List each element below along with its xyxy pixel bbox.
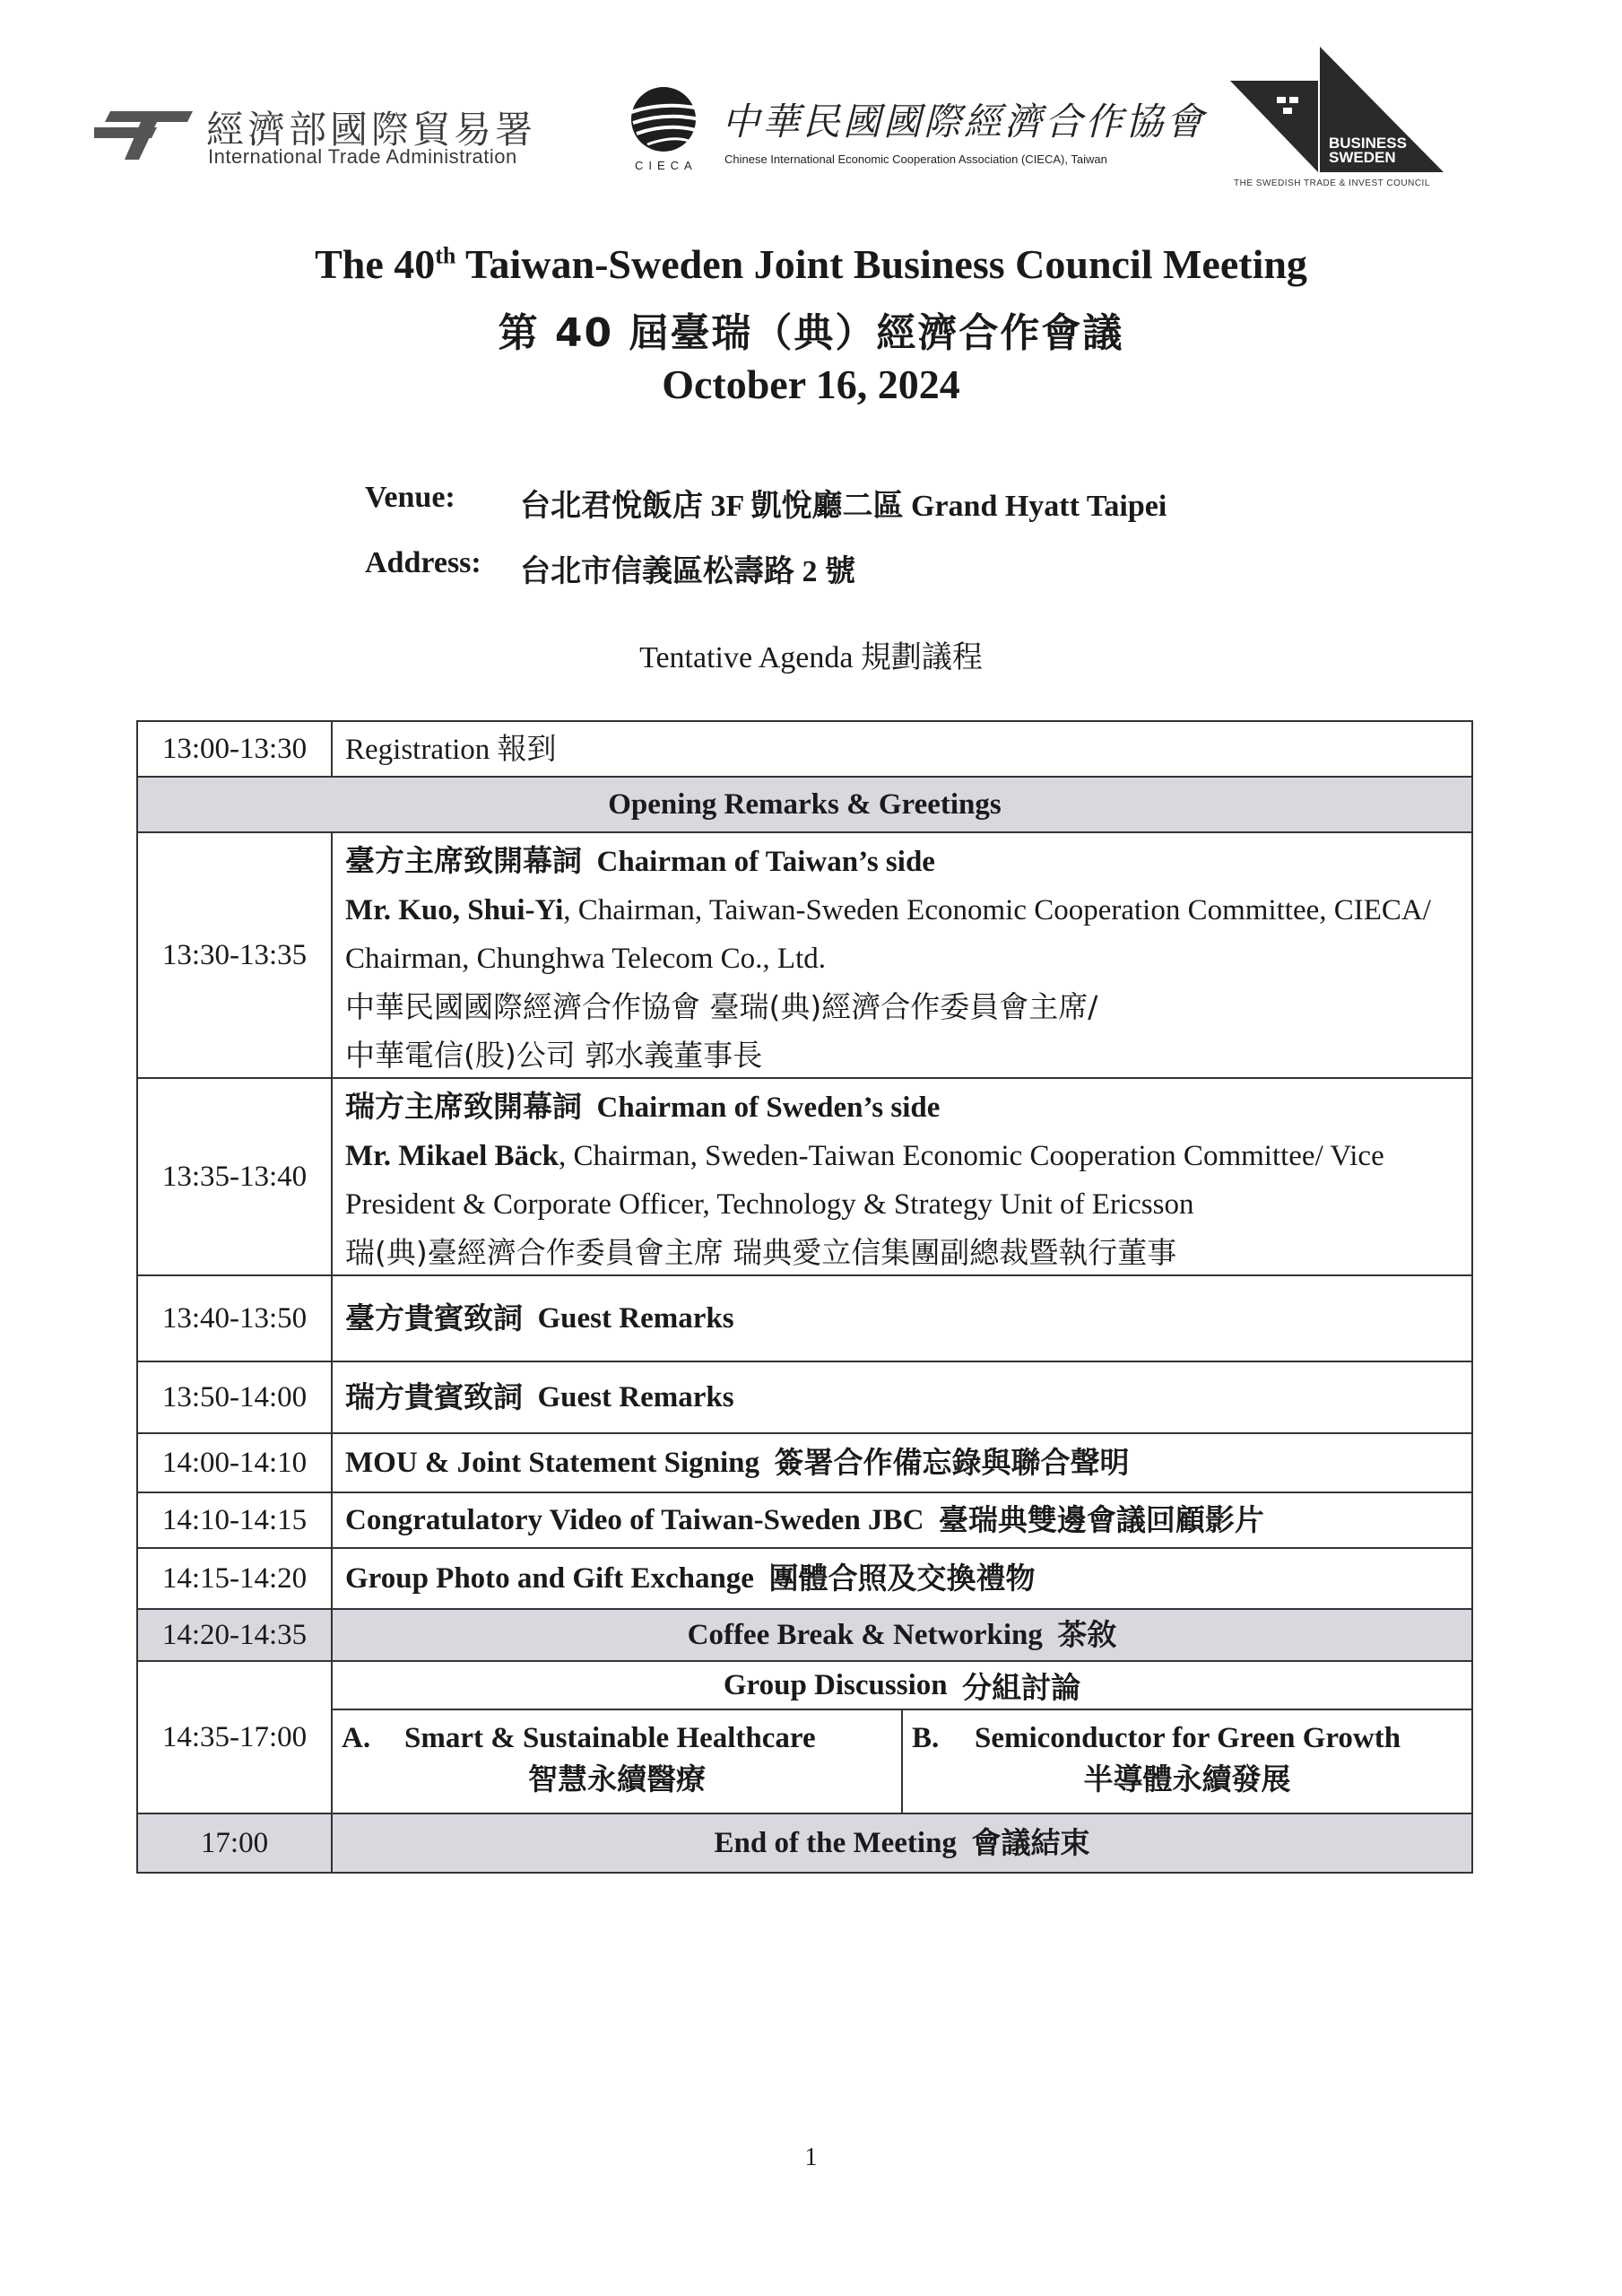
heading-zh: 瑞方主席致開幕詞 [345,1089,582,1124]
speaker-info [345,1132,1459,1229]
ita-emblem-icon [94,106,193,160]
item-zh: 臺瑞典雙邊會議回顧影片 [938,1502,1264,1537]
meeting-date: October 16, 2024 [662,361,960,407]
agenda-time: 14:20-14:35 [138,1610,333,1660]
item-zh: 團體合照及交換禮物 [768,1561,1036,1596]
agenda-row-end [138,1814,1471,1872]
item-en: End of the Meeting [714,1827,957,1859]
address-value: 台北市信義區松壽路 2 號 [520,555,855,588]
agenda-row-sweden-chairman [138,1079,1471,1276]
group-discussion-heading [333,1662,1471,1709]
agenda-row-registration [138,722,1471,778]
registration-text: Registration 報到 [345,734,557,766]
track-a-en: Smart & Sustainable Healthcare [404,1722,816,1754]
heading-zh: 分組討論 [962,1669,1081,1705]
bs-line1: BUSINESS [1329,135,1407,152]
cieca-abbreviation: CIECA [635,159,698,172]
meeting-title-chinese: 第 40 屆臺瑞（典）經濟合作會議 [498,310,1124,356]
track-a [333,1710,903,1813]
speaker-title: , Chairman, Sweden-Taiwan Economic Cooperation Committee/ Vice President & Corporate Officer, Technology & Strategy Unit of Ericsson [345,1140,1384,1221]
ita-chinese-name: 經濟部國際貿易署 [206,108,537,152]
agenda-time: 13:00-13:30 [138,722,333,776]
group-discussion-block [333,1662,1471,1813]
agenda-time: 13:40-13:50 [138,1276,333,1361]
item-en: Guest Remarks [537,1381,734,1413]
track-b-en: Semiconductor for Green Growth [975,1722,1401,1754]
track-b [903,1710,1471,1813]
bs-line2: SWEDEN [1329,149,1396,166]
item-en: Guest Remarks [537,1302,734,1335]
track-a-letter: A. [342,1722,371,1754]
agenda-time: 13:35-13:40 [138,1079,333,1274]
agenda-row-taiwan-guest [138,1276,1471,1362]
ita-logo [94,100,560,172]
venue-label: Venue: [365,481,455,514]
agenda-item [333,1549,1471,1608]
title-suffix: Taiwan-Sweden Joint Business Council Meeting [455,241,1307,287]
speaker-title-zh-1: 中華民國國際經濟合作協會 臺瑞(典)經濟合作委員會主席/ [345,989,1098,1024]
agenda-table [136,720,1473,1874]
agenda-time: 14:35-17:00 [138,1662,333,1813]
agenda-time: 17:00 [138,1814,333,1872]
item-en: Congratulatory Video of Taiwan-Sweden JBC [345,1504,924,1536]
track-b-title [912,1718,1462,1759]
agenda-time: 13:30-13:35 [138,833,333,1077]
speaker-title-zh-2: 中華電信(股)公司 郭水義董事長 [345,1038,763,1073]
speaker-name: Mr. Kuo, Shui-Yi [345,894,564,926]
business-sweden-logo [1230,47,1445,199]
agenda-item [333,1079,1471,1274]
track-a-title [342,1718,892,1759]
agenda-row-group-discussion [138,1662,1471,1814]
heading-en: Group Discussion [723,1668,948,1701]
item-en: Group Photo and Gift Exchange [345,1562,754,1595]
item-en: MOU & Joint Statement Signing [345,1447,759,1479]
ita-english-name: International Trade Administration [208,145,517,168]
agenda-time: 14:10-14:15 [138,1493,333,1547]
agenda-row-coffee-break [138,1610,1471,1662]
agenda-row-group-photo [138,1549,1471,1610]
agenda-item [333,1493,1471,1547]
agenda-section-opening [138,778,1471,833]
speaker-name: Mr. Mikael Bäck [345,1140,559,1172]
speaker-info [345,886,1459,983]
cieca-chinese-name: 中華民國國際經濟合作協會 [722,100,1207,144]
agenda-item [333,833,1471,1077]
meeting-title [0,240,1622,288]
agenda-item [333,1610,1471,1660]
agenda-heading: Tentative Agenda 規劃議程 [639,641,983,674]
item-zh: 簽署合作備忘錄與聯合聲明 [774,1445,1130,1480]
title-prefix: The 40 [315,241,436,287]
item-heading [345,1083,1459,1132]
cieca-logo [628,85,1207,175]
business-sweden-tagline: THE SWEDISH TRADE & INVEST COUNCIL [1234,178,1430,188]
business-sweden-wordmark [1329,136,1407,165]
section-title: Opening Remarks & Greetings [608,788,1002,821]
speaker-title: , Chairman, Taiwan-Sweden Economic Cooperation Committee, CIECA/ Chairman, Chunghwa Telecom Co., Ltd. [345,894,1431,975]
agenda-item [333,722,1471,776]
item-en: Coffee Break & Networking [687,1619,1043,1651]
page-number: 1 [804,2144,818,2171]
agenda-item [333,1434,1471,1492]
track-a-zh: 智慧永續醫療 [528,1761,706,1796]
agenda-time: 13:50-14:00 [138,1362,333,1432]
address-label: Address: [365,546,481,579]
cieca-globe-icon [628,85,703,155]
discussion-tracks [333,1709,1471,1813]
item-zh: 會議結束 [971,1825,1090,1860]
item-heading [345,837,1459,886]
agenda-row-mou-signing [138,1434,1471,1493]
item-zh: 臺方貴賓致詞 [345,1300,523,1335]
agenda-item [333,1276,1471,1361]
agenda-time: 14:00-14:10 [138,1434,333,1492]
track-b-zh: 半導體永續發展 [1083,1761,1291,1796]
agenda-row-video [138,1493,1471,1549]
title-superscript: th [435,242,456,269]
agenda-row-taiwan-chairman [138,833,1471,1079]
track-b-letter: B. [912,1722,940,1754]
agenda-item [333,1362,1471,1432]
item-zh: 茶敘 [1057,1617,1117,1652]
cieca-english-name: Chinese International Economic Cooperation Association (CIECA), Taiwan [724,152,1107,166]
heading-en: Chairman of Taiwan’s side [596,846,935,878]
agenda-item [333,1814,1471,1872]
agenda-row-sweden-guest [138,1362,1471,1434]
heading-en: Chairman of Sweden’s side [596,1091,941,1124]
item-zh: 瑞方貴賓致詞 [345,1379,523,1414]
venue-value: 台北君悅飯店 3F 凱悅廳二區 Grand Hyatt Taipei [520,490,1167,523]
agenda-time: 14:15-14:20 [138,1549,333,1608]
heading-zh: 臺方主席致開幕詞 [345,843,582,878]
speaker-title-zh-1: 瑞(典)臺經濟合作委員會主席 瑞典愛立信集團副總裁暨執行董事 [345,1235,1177,1270]
